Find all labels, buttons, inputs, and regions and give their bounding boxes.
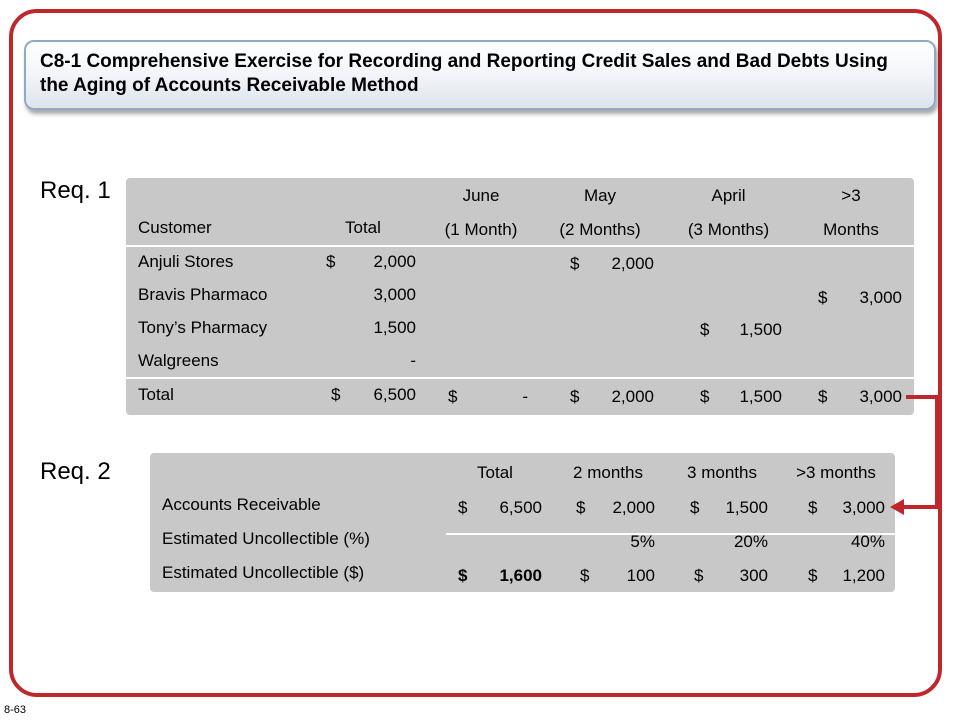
est-over3: 1,200 (842, 566, 885, 585)
est-total-sign: $ (458, 566, 468, 585)
pct-over3: 40% (850, 532, 885, 551)
pct-3m: 20% (733, 532, 768, 551)
total-row-total-sign: $ (331, 385, 341, 404)
header-may: May (583, 186, 617, 205)
header-over3-sub: Months (823, 220, 879, 239)
pct-2m: 5% (630, 532, 655, 551)
est-2m: 100 (626, 566, 655, 585)
row-total: 3,000 (373, 285, 416, 304)
row-over3-sign: $ (818, 288, 828, 307)
total-row-may: 2,000 (611, 387, 654, 406)
total-row-june: - (522, 387, 528, 406)
total-row-april: 1,500 (739, 387, 782, 406)
header-may-sub: (2 Months) (559, 220, 641, 239)
row-may-sign: $ (570, 254, 580, 273)
header-3-months: 3 months (687, 463, 757, 482)
header-april: April (711, 186, 746, 205)
header-total: Total (345, 218, 381, 237)
row-label: Accounts Receivable (162, 495, 321, 514)
est-2m-sign: $ (580, 566, 590, 585)
row-total: 2,000 (373, 252, 416, 271)
row-customer: Tony’s Pharmacy (138, 318, 268, 337)
row-may: 2,000 (611, 254, 654, 273)
total-row-may-sign: $ (570, 387, 580, 406)
total-row-total: 6,500 (373, 385, 416, 404)
header-april-sub: (3 Months) (687, 220, 770, 239)
arrow-head-icon (890, 499, 904, 515)
row-total: - (410, 351, 416, 370)
header-june: June (462, 186, 500, 205)
row-label: Estimated Uncollectible (%) (162, 529, 370, 548)
row-customer: Anjuli Stores (138, 252, 234, 271)
slide-title: C8-1 Comprehensive Exercise for Recording and Reporting Credit Sales and Bad Debts Using the Aging of Accounts Receivable Method (40, 51, 888, 96)
header-over3-months: >3 months (796, 463, 876, 482)
ar-over3: 3,000 (842, 498, 885, 517)
est-total: 1,600 (499, 566, 542, 585)
row-april-sign: $ (700, 320, 710, 339)
row-over3: 3,000 (859, 288, 902, 307)
total-row-over3-sign: $ (818, 387, 828, 406)
req2-label: Req. 2 (40, 458, 111, 485)
total-row-label: Total (138, 385, 174, 404)
row-april: 1,500 (739, 320, 782, 339)
slide-number: 8-63 (4, 704, 27, 716)
total-row-april-sign: $ (700, 387, 710, 406)
ar-total: 6,500 (499, 498, 542, 517)
header-june-sub: (1 Month) (444, 220, 518, 239)
total-row-over3: 3,000 (859, 387, 902, 406)
ar-3m: 1,500 (725, 498, 768, 517)
ar-3m-sign: $ (690, 498, 700, 517)
total-row-june-sign: $ (448, 387, 458, 406)
ar-over3-sign: $ (808, 498, 818, 517)
ar-total-sign: $ (458, 498, 468, 517)
header-customer: Customer (138, 218, 212, 237)
ar-2m-sign: $ (576, 498, 586, 517)
row-customer: Bravis Pharmaco (138, 285, 268, 304)
header-over3: >3 (841, 186, 861, 205)
est-3m-sign: $ (694, 566, 704, 585)
row-label: Estimated Uncollectible ($) (162, 563, 365, 582)
row-total-sign: $ (326, 252, 336, 271)
row-customer: Walgreens (138, 351, 219, 370)
header-2-months: 2 months (573, 463, 643, 482)
header-total: Total (477, 463, 513, 482)
row-total: 1,500 (373, 318, 416, 337)
ar-2m: 2,000 (612, 498, 655, 517)
est-3m: 300 (739, 566, 768, 585)
est-over3-sign: $ (808, 566, 818, 585)
req1-label: Req. 1 (40, 177, 111, 204)
